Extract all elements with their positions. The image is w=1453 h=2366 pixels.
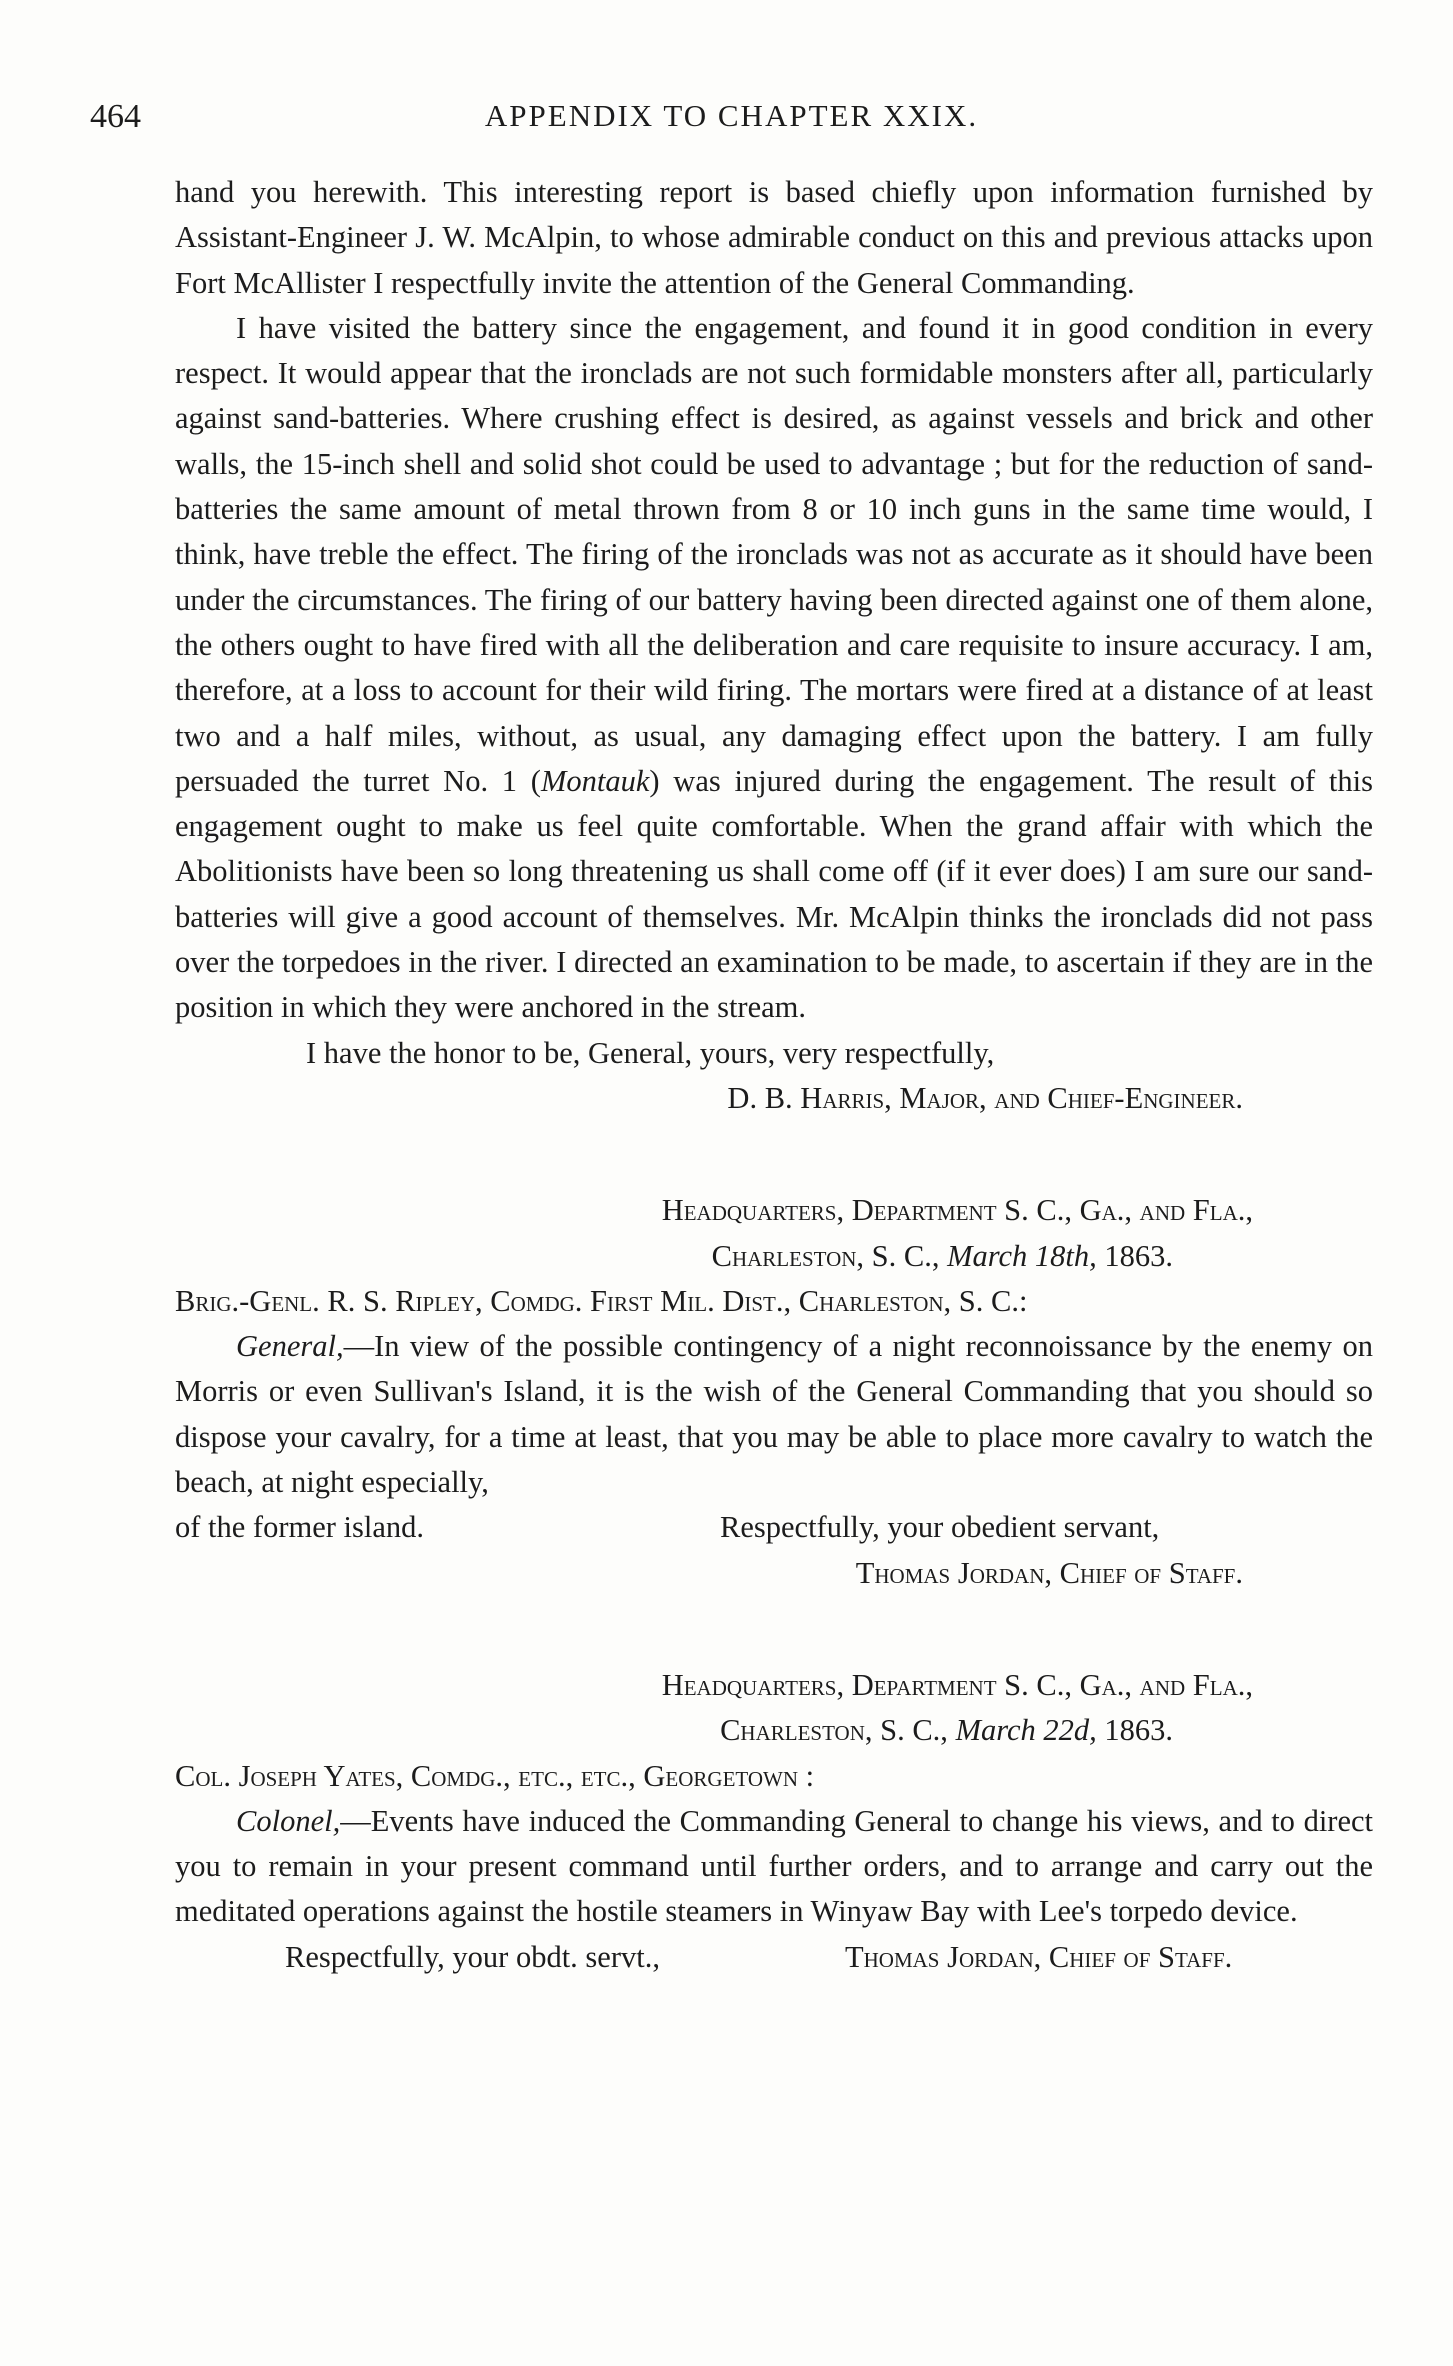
signature-text: Thomas Jordan, Chief of Staff. [845, 1939, 1233, 1974]
salutation: Colonel, [236, 1803, 341, 1838]
paragraph: hand you herewith. This interesting report is based chiefly upon information furnished by Assistant-Engineer J. W. McAlpin, to whose admirable conduct on this and previous attacks upon Fort McAllister I respectfully invite the attention of the General Commanding. [175, 175, 1373, 300]
closing-text: I have the honor to be, General, yours, very respectfully, [306, 1035, 995, 1070]
signature [175, 1076, 1373, 1121]
signature [175, 1551, 1373, 1596]
dateline-year: 1863. [1104, 1238, 1173, 1273]
heading-text: Headquarters, Department S. C., Ga., and Fla., [661, 1667, 1253, 1702]
paragraph [175, 306, 1373, 1031]
dateline-date: March 22d, [955, 1713, 1097, 1748]
page-body [175, 170, 1373, 1980]
heading-text: Headquarters, Department S. C., Ga., and Fla., [661, 1193, 1253, 1228]
letter-closing [175, 1031, 1373, 1076]
letter-addressee [175, 1279, 1373, 1324]
section-gap [175, 1121, 1373, 1188]
letter-addressee [175, 1754, 1373, 1799]
letter-heading [175, 1188, 1373, 1233]
paragraph-text: ) was injured during the engagement. The result of this engagement ought to make us feel quite comfortable. When the grand affair with which the Abolitionists have been so long threatening us shall come off (if it ever does) I am sure our sand-batteries will give a good account of themselves. Mr. McAlpin thinks the ironclads did not pass over the torpedoes in the river. I directed an examination to be made, to ascertain if they are in the position in which they were anchored in the stream. [175, 763, 1373, 1025]
letter-dateline [175, 1708, 1373, 1753]
paragraph-text: —In view of the possible contingency of a night reconnoissance by the enemy on Morris or even Sullivan's Island, it is the wish of the General Commanding that you should so dispose your cavalry, for a time at least, that you may be able to place more cavalry to watch the beach, at night especially, [175, 1329, 1373, 1500]
ship-name: Montauk [540, 763, 650, 798]
dateline-place: Charleston, S. C., [720, 1713, 948, 1748]
running-head: APPENDIX TO CHAPTER XXIX. [484, 98, 979, 133]
letter-heading [175, 1663, 1373, 1708]
dateline-place: Charleston, S. C., [711, 1238, 940, 1273]
addressee-text: Brig.-Genl. R. S. Ripley, Comdg. First Mil. Dist., Charleston, S. C.: [175, 1283, 1028, 1318]
paragraph-text: of the former island. [175, 1510, 425, 1545]
signature-text: Thomas Jordan, Chief of Staff. [855, 1555, 1243, 1590]
salutation: General, [236, 1329, 344, 1364]
signature-text: D. B. Harris, Major, and Chief-Engineer. [727, 1080, 1243, 1115]
dateline-year: 1863. [1104, 1713, 1173, 1748]
paragraph [175, 1799, 1373, 1935]
paragraph-text: —Events have induced the Commanding General to change his views, and to direct you to remain in your present command until further orders, and to arrange and carry out the meditated operations against the hostile steamers in Winyaw Bay with Lee's torpedo device. [175, 1803, 1373, 1929]
section-gap [175, 1596, 1373, 1663]
closing-text: Respectfully, your obedient servant, [720, 1510, 1160, 1545]
paragraph-text: I have visited the battery since the engagement, and found it in good condition in every respect. It would appear that the ironclads are not such formidable monsters after all, particularly against sand-batteries. Where crushing effect is desired, as against vessels and brick and other walls, the 15-inch shell and solid shot could be used to advantage ; but for the reduction of sand-batteries the same amount of metal thrown from 8 or 10 inch guns in the same time would, I think, have treble the effect. The firing of the ironclads was not as accurate as it should have been under the circumstances. The firing of our battery having been directed against one of them alone, the others ought to have fired with all the deliberation and care requisite to insure accuracy. I am, therefore, at a loss to account for their wild firing. The mortars were fired at a distance of at least two and a half miles, without, as usual, any damaging effect upon the battery. I am fully persuaded the turret No. 1 ( [175, 310, 1373, 798]
page-number: 464 [90, 98, 141, 135]
paragraph [175, 1324, 1373, 1505]
addressee-text: Col. Joseph Yates, Comdg., etc., etc., Georgetown : [175, 1758, 815, 1793]
dateline-date: March 18th, [947, 1238, 1097, 1273]
closing-row [175, 1935, 1373, 1980]
letter-dateline [175, 1234, 1373, 1279]
closing-text: Respectfully, your obdt. servt., [285, 1939, 660, 1974]
page-header [90, 98, 1373, 148]
closing-row [175, 1505, 1373, 1550]
